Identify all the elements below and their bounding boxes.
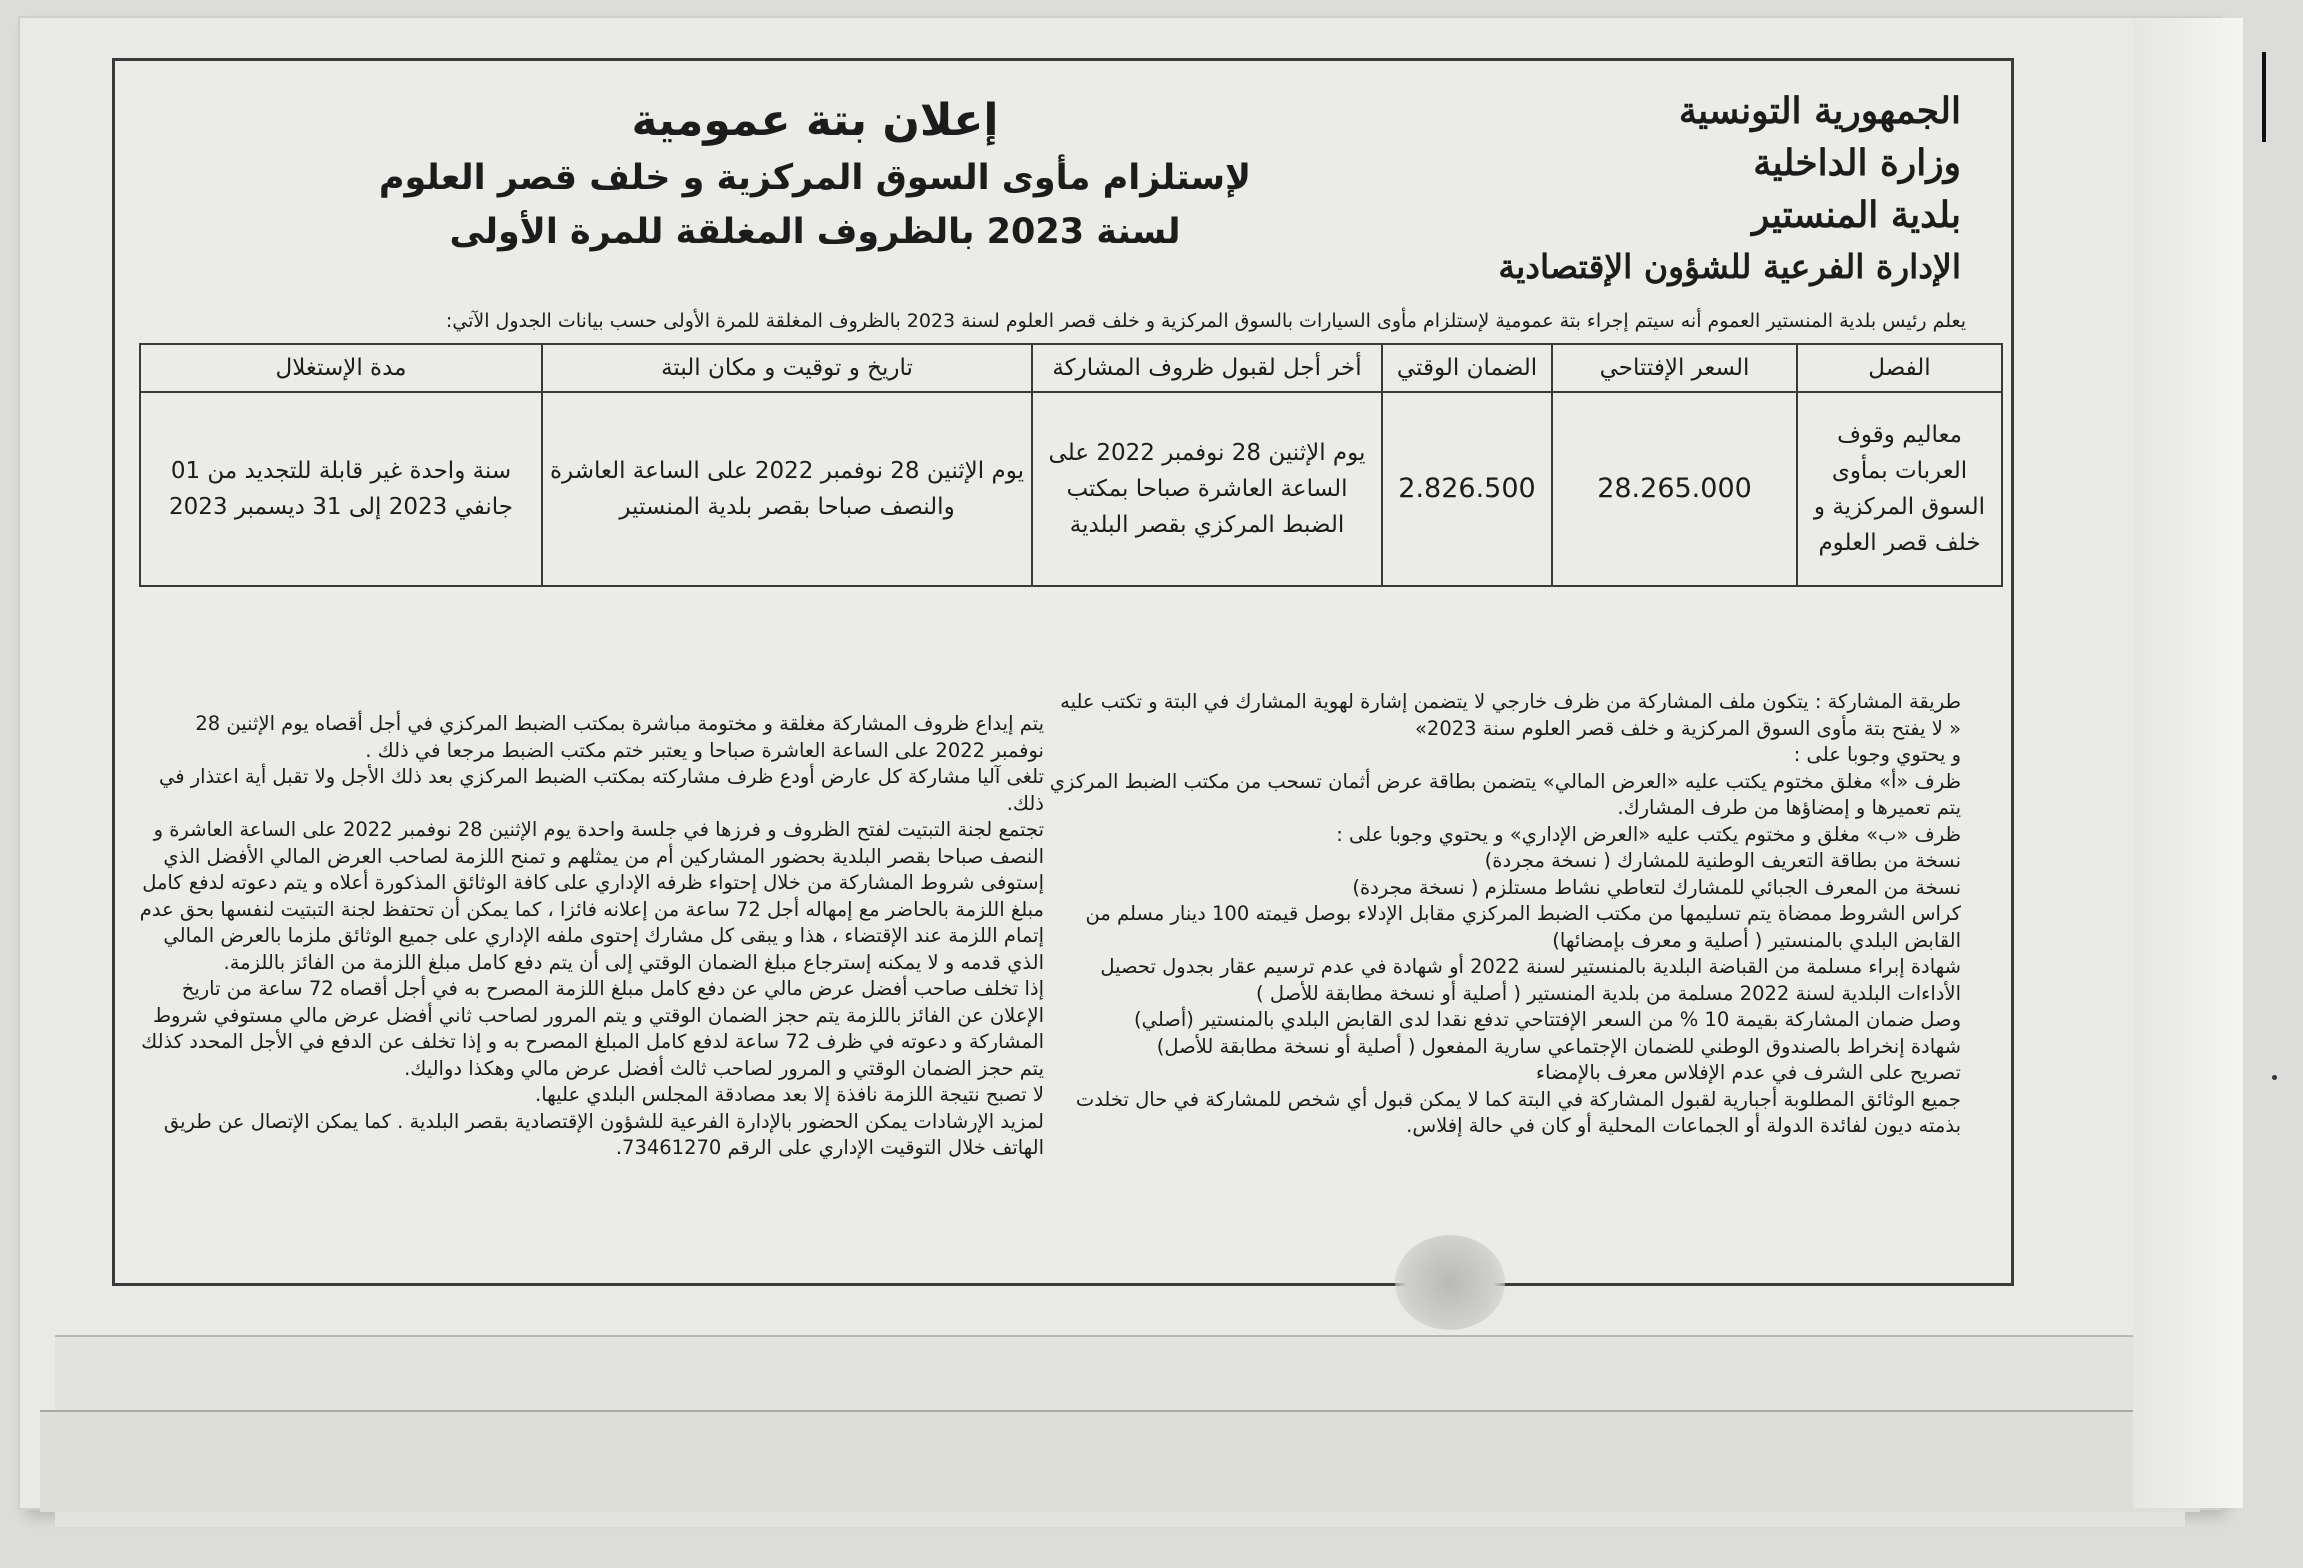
table-header-row [140,344,2002,392]
org-line: بلدية المنستير [1751,194,1961,236]
paragraph: لمزيد الإرشادات يمكن الحضور بالإدارة الفرعية للشؤون الإقتصادية بقصر البلدية . كما يمكن الإتصال عن طريق الهاتف خلال التوقيت الإداري على الرقم 73461270. [163,1109,1044,1159]
tender-announcement [112,58,2014,1286]
org-line: الجمهورية التونسية [1678,90,1961,132]
org-line: وزارة الداخلية [1753,142,1961,184]
paper-edge [40,1410,2200,1512]
table-row [140,392,2002,586]
cell-deposit: 2.826.500 [1382,392,1552,586]
org-line: الإدارة الفرعية للشؤون الإقتصادية [1498,247,1961,286]
paragraph: شهادة إبراء مسلمة من القباضة البلدية بالمنستير لسنة 2022 أو شهادة في عدم ترسيم عقار بجدول تحصيل الأداءات البلدية لسنة 2022 مسلمة من بلدية المنستير ( أصلية أو نسخة مطابقة للأصل ) [1100,955,1961,1005]
paragraph: ظرف «ب» مغلق و مختوم يكتب عليه «العرض الإداري» و يحتوي وجوبا على : [1336,822,1961,846]
paragraph: كراس الشروط ممضاة يتم تسليمها من مكتب الضبط المركزي مقابل الإدلاء بوصل قيمته 100 دينار مسلم من القابض البلدي بالمنستير ( أصلية و معرف بإمضائها) [1085,902,1961,952]
header-deposit: الضمان الوقتي [1382,344,1552,392]
paragraph: تجتمع لجنة التبتيت لفتح الظروف و فرزها في جلسة واحدة يوم الإثنين 28 نوفمبر 2022 على الساعة العاشرة و النصف صباحا بقصر البلدية بحضور المشاركين أم من يمثلهم و تمنح اللزمة لصاحب العرض المالي الأفضل الذي إستوفى شروط المشاركة من خلال إحتواء ظرفه الإداري على كافة الوثائق المذكورة أعلاه و يتم دعوته لدفع كامل مبلغ اللزمة بالحاضر مع إمهاله أجل 72 ساعة من إعلانه فائزا ، كما يمكن أن تحتفظ لجنة التبتيت لنفسها بحق عدم إتمام اللزمة عند الإقتضاء ، هذا و يبقى كل مشارك إحتوى ملفه الإداري على جميع الوثائق ملزما بالعرض المالي الذي قدمه و لا يمكنه إسترجاع مبلغ الضمان الوقتي إلى أن يتم دفع كامل مبلغ اللزمة من الفائز باللزمة. [139,818,1044,974]
announcement-subtitle: لإستلزام مأوى السوق المركزية و خلف قصر العلوم [378,158,1252,198]
announcement-subtitle: لسنة 2023 بالظروف المغلقة للمرة الأولى [449,212,1181,252]
header-opening-price: السعر الإفتتاحي [1552,344,1797,392]
cell-date-place: يوم الإثنين 28 نوفمبر 2022 على الساعة العاشرة والنصف صباحا بقصر بلدية المنستير [542,392,1032,586]
margin-mark [2262,52,2266,142]
intro-paragraph: يعلم رئيس بلدية المنستير العموم أنه سيتم إجراء بتة عمومية لإستلزام مأوى السيارات بالسوق المركزية و خلف قصر العلوم لسنة 2023 بالظروف المغلقة للمرة الأولى حسب بيانات الجدول الآتي: [445,310,1966,332]
paragraph: نسخة من المعرف الجبائي للمشارك لتعاطي نشاط مستلزم ( نسخة مجردة) [1352,875,1961,899]
paragraph: تلغى آليا مشاركة كل عارض أودع ظرف مشاركته بمكتب الضبط المركزي بعد ذلك الأجل ولا تقبل أية اعتذار في ذلك. [158,765,1044,815]
tender-table [139,343,2003,587]
header-deadline: أخر أجل لقبول ظروف المشاركة [1032,344,1382,392]
participation-conditions [1046,689,1961,1140]
announcement-heading [365,91,1265,259]
paragraph: طريقة المشاركة : يتكون ملف المشاركة من ظرف خارجي لا يتضمن إشارة لهوية المشارك في البتة و تكتب عليه « لا يفتح بتة مأوى السوق المركزية و خلف قصر العلوم سنة 2023» [1060,690,1961,740]
submission-procedure [139,711,1044,1162]
paragraph: نسخة من بطاقة التعريف الوطنية للمشارك ( نسخة مجردة) [1484,849,1961,872]
paragraph: شهادة إنخراط بالصندوق الوطني للضمان الإجتماعي سارية المفعول ( أصلية أو نسخة مطابقة للأصل) [1156,1034,1961,1058]
announcement-title: إعلان بتة عمومية [631,95,999,146]
paragraph: يتم إيداع ظروف المشاركة مغلقة و مختومة مباشرة بمكتب الضبط المركزي في أجل أقصاه يوم الإثنين 28 نوفمبر 2022 على الساعة العاشرة صباحا و يعتبر ختم مكتب الضبط مرجعا في ذلك . [195,712,1044,762]
cell-lot: معاليم وقوف العربات بمأوى السوق المركزية و خلف قصر العلوم [1797,392,2002,586]
paragraph: وصل ضمان المشاركة بقيمة 10 % من السعر الإفتتاحي تدفع نقدا لدى القابض البلدي بالمنستير (أصلي) [1133,1008,1961,1031]
ink-stain [1395,1235,1505,1330]
paragraph: لا تصبح نتيجة اللزمة نافذة إلا بعد مصادقة المجلس البلدي عليها. [535,1083,1044,1106]
cell-duration: سنة واحدة غير قابلة للتجديد من 01 جانفي 2023 إلى 31 ديسمبر 2023 [140,392,542,586]
header-duration: مدة الإستغلال [140,344,542,392]
paper-edge [2133,18,2243,1508]
cell-deadline: يوم الإثنين 28 نوفمبر 2022 على الساعة العاشرة صباحا بمكتب الضبط المركزي بقصر البلدية [1032,392,1382,586]
cell-opening-price: 28.265.000 [1552,392,1797,586]
issuing-authority [1401,85,1961,293]
paragraph: ظرف «أ» مغلق مختوم يكتب عليه «العرض المالي» يتضمن بطاقة عرض أثمان تسحب من مكتب الضبط المركزي يتم تعميرها و إمضاؤها من طرف المشارك. [1049,769,1961,819]
paragraph: و يحتوي وجوبا على : [1793,743,1961,766]
paragraph: إذا تخلف صاحب أفضل عرض مالي عن دفع كامل مبلغ اللزمة المصرح به في أجل أقصاه 72 ساعة من تاريخ الإعلان عن الفائز باللزمة يتم حجز الضمان الوقتي و يتم المرور لصاحب ثاني أفضل عرض مالي مستوفي شروط المشاركة و دعوته في ظرف 72 ساعة لدفع كامل المبلغ المصرح به و إذا تخلف عن الدفع في الأجل المحدد كذلك يتم حجز الضمان الوقتي و المرور لصاحب ثالث أفضل عرض مالي وهكذا دواليك. [141,977,1044,1080]
margin-mark [2272,1075,2277,1080]
paragraph: تصريح على الشرف في عدم الإفلاس معرف بالإمضاء [1535,1061,1961,1084]
header-lot: الفصل [1797,344,2002,392]
header-date-place: تاريخ و توقيت و مكان البتة [542,344,1032,392]
paragraph: جميع الوثائق المطلوبة أجبارية لقبول المشاركة في البتة كما لا يمكن قبول أي شخص للمشاركة في حال تخلدت بذمته ديون لفائدة الدولة أو الجماعات المحلية أو كان في حالة إفلاس. [1075,1087,1961,1137]
